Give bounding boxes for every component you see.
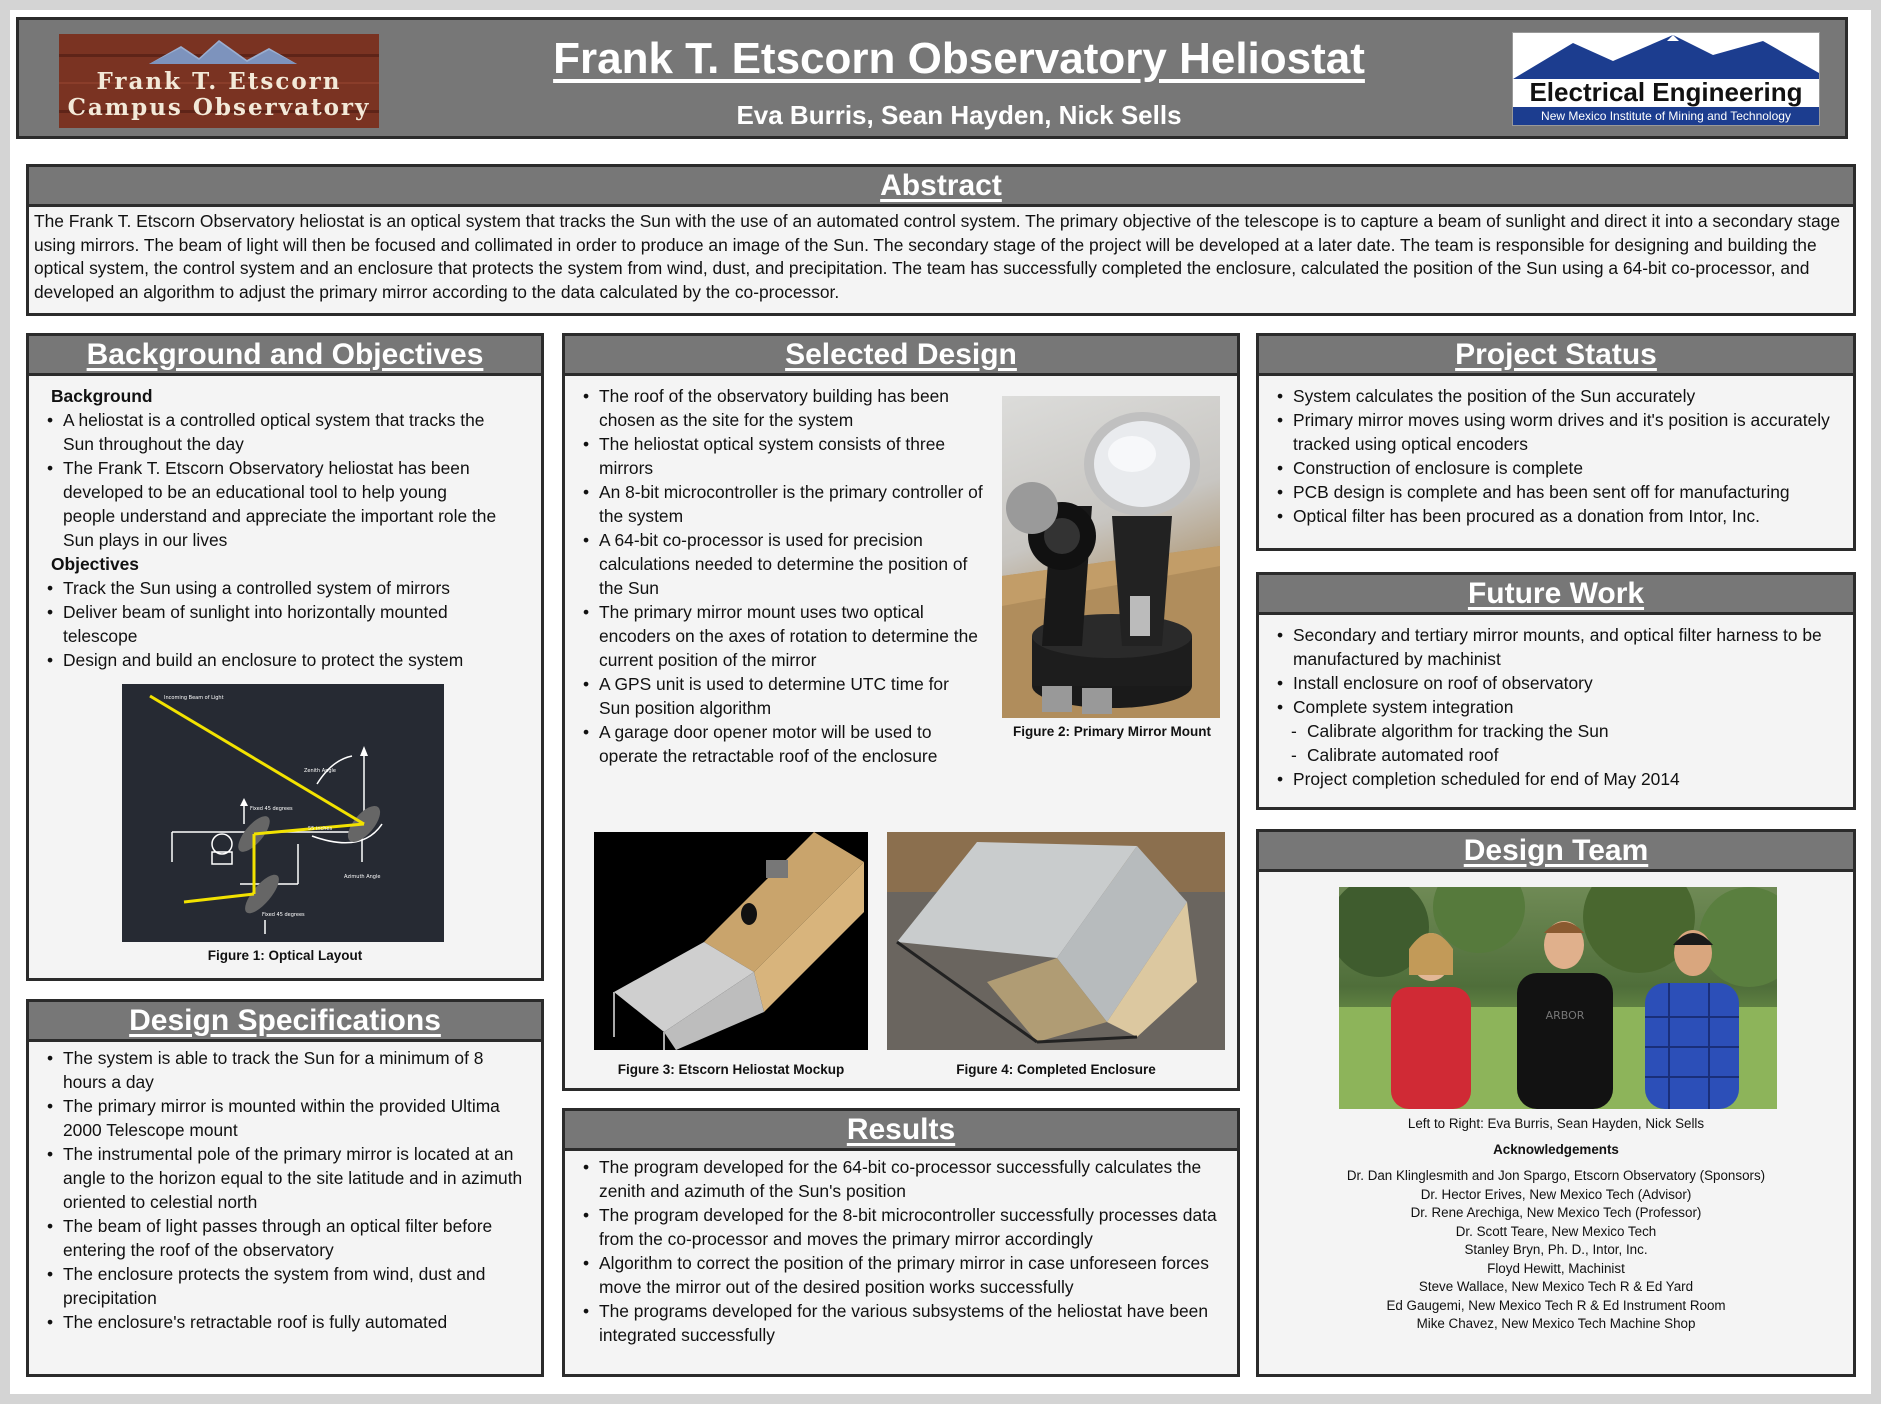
team-photo-caption: Left to Right: Eva Burris, Sean Hayden, Nick Sells <box>1407 1116 1705 1131</box>
list-item: • A heliostat is a controlled optical system that tracks the Sun throughout the day <box>41 408 497 456</box>
specs-panel <box>26 999 544 1377</box>
acknowledgements-heading: Acknowledgements <box>1493 1142 1619 1157</box>
list-item: • Secondary and tertiary mirror mounts, and optical filter harness to be manufactured by machinist <box>1271 623 1841 671</box>
list-item: • Algorithm to correct the position of the primary mirror in case unforeseen forces move the mirror out of the desired position works successfully <box>577 1251 1225 1299</box>
list-subitem: - Calibrate algorithm for tracking the Sun <box>1271 719 1841 743</box>
poster-title: Frank T. Etscorn Observatory Heliostat <box>553 34 1365 83</box>
logo-left-line1: Frank T. Etscorn <box>96 68 342 95</box>
future-work-panel <box>1256 572 1856 810</box>
list-item: • The beam of light passes through an optical filter before entering the roof of the observatory <box>41 1214 529 1262</box>
figure-completed-enclosure <box>887 832 1225 1050</box>
list-item: • The primary mirror mount uses two optical encoders on the axes of rotation to determine the current position of the mirror <box>577 600 983 672</box>
project-status-heading: Project Status <box>1455 337 1657 371</box>
logo-left-line2: Campus Observatory <box>67 94 371 121</box>
selected-design-panel <box>562 333 1240 1091</box>
list-subitem: - Calibrate automated roof <box>1271 743 1841 767</box>
team-photo <box>1339 887 1777 1109</box>
list-item: • The program developed for the 64-bit co-processor successfully calculates the zenith and azimuth of the Sun's position <box>577 1155 1225 1203</box>
fig1-label-azimuth: Azimuth Angle <box>344 874 381 880</box>
figure-4-caption: Figure 4: Completed Enclosure <box>956 1062 1156 1077</box>
electrical-engineering-logo <box>1512 32 1820 126</box>
list-item: • System calculates the position of the Sun accurately <box>1271 384 1841 408</box>
design-team-header <box>1259 832 1853 872</box>
photo-shirt-text: ARBOR <box>1545 1009 1585 1022</box>
list-item: • A GPS unit is used to determine UTC time for Sun position algorithm <box>577 672 983 720</box>
ack-item: Dr. Dan Klinglesmith and Jon Spargo, Etscorn Observatory (Sponsors) <box>1346 1168 1766 1183</box>
ack-item: Steve Wallace, New Mexico Tech R & Ed Yard <box>1418 1279 1694 1294</box>
acknowledgements-list <box>1259 1167 1853 1334</box>
list-item: • Primary mirror moves using worm drives and it's position is accurately tracked using optical encoders <box>1271 408 1841 456</box>
list-item: • Construction of enclosure is complete <box>1271 456 1841 480</box>
ack-item: Ed Gaugemi, New Mexico Tech R & Ed Instrument Room <box>1386 1297 1726 1313</box>
abstract-panel <box>26 164 1856 316</box>
list-item: • Install enclosure on roof of observatory <box>1271 671 1841 695</box>
list-item: • Deliver beam of sunlight into horizontally mounted telescope <box>41 600 497 648</box>
future-work-heading: Future Work <box>1467 576 1645 610</box>
design-team-heading: Design Team <box>1463 833 1649 867</box>
figure-1-caption: Figure 1: Optical Layout <box>207 948 363 963</box>
list-item: • Complete system integration <box>1271 695 1841 719</box>
abstract-text: The Frank T. Etscorn Observatory heliostat is an optical system that tracks the Sun with the use of an automated control system. The primary objective of the telescope is to capture a beam of sunlight and direct it into a secondary stage using mirrors. The beam of light will then be focused and collimated in order to produce an image of the Sun. The secondary stage of the project will be developed at a later date. The team is responsible for designing and building the optical system, the control system and an enclosure that protects the system from wind, dust, and precipitation. The team has successfully completed the enclosure, calculated the position of the Sun using a 64-bit co-processor, and developed an algorithm to adjust the primary mirror according to the data calculated by the co-processor. <box>34 211 1841 302</box>
abstract-header <box>29 167 1853 207</box>
list-item: • Design and build an enclosure to protect the system <box>41 648 497 672</box>
poster-authors: Eva Burris, Sean Hayden, Nick Sells <box>736 100 1182 130</box>
results-header <box>565 1111 1237 1151</box>
ack-item: Dr. Rene Arechiga, New Mexico Tech (Professor) <box>1410 1205 1702 1220</box>
ack-item: Floyd Hewitt, Machinist <box>1487 1260 1625 1276</box>
figure-2-caption: Figure 2: Primary Mirror Mount <box>1012 724 1212 739</box>
list-item: • Optical filter has been procured as a donation from Intor, Inc. <box>1271 504 1841 528</box>
logo-right-main: Electrical Engineering <box>1529 77 1803 107</box>
logo-right-sub: New Mexico Institute of Mining and Technology <box>1513 107 1819 125</box>
list-item: • The enclosure protects the system from wind, dust and precipitation <box>41 1262 529 1310</box>
results-panel <box>562 1108 1240 1377</box>
etscorn-observatory-logo <box>59 34 379 128</box>
ack-item: Stanley Bryn, Ph. D., Intor, Inc. <box>1464 1242 1648 1257</box>
objectives-subheading: Objectives <box>51 554 139 574</box>
poster-header <box>16 17 1848 139</box>
list-item: • The heliostat optical system consists of three mirrors <box>577 432 983 480</box>
abstract-heading: Abstract <box>880 168 1002 202</box>
fig1-label-inches: 55 inches <box>308 826 333 832</box>
figure-heliostat-mockup <box>594 832 868 1050</box>
fig1-label-zenith: Zenith Angle <box>304 768 337 774</box>
fig1-label-beam: Incoming Beam of Light <box>164 695 224 701</box>
list-item: • The instrumental pole of the primary mirror is located at an angle to the horizon equal to the site latitude and in azimuth oriented to celestial north <box>41 1142 529 1214</box>
background-heading: Background and Objectives <box>86 337 484 371</box>
list-item: • A 64-bit co-processor is used for precision calculations needed to determine the position of the Sun <box>577 528 983 600</box>
specs-header <box>29 1002 541 1042</box>
background-panel <box>26 333 544 981</box>
figure-optical-layout <box>122 684 444 942</box>
future-work-header <box>1259 575 1853 615</box>
list-item: • The Frank T. Etscorn Observatory heliostat has been developed to be an educational tool to help young people understand and appreciate the important role the Sun plays in our lives <box>41 456 497 552</box>
list-item: • The system is able to track the Sun for a minimum of 8 hours a day <box>41 1046 529 1094</box>
design-team-panel <box>1256 829 1856 1377</box>
results-heading: Results <box>846 1112 956 1146</box>
specs-heading: Design Specifications <box>129 1003 441 1037</box>
list-item: • A garage door opener motor will be used to operate the retractable roof of the enclosure <box>577 720 983 768</box>
ack-item: Mike Chavez, New Mexico Tech Machine Shop <box>1416 1316 1696 1331</box>
list-item: • The enclosure's retractable roof is fully automated <box>41 1310 529 1334</box>
fig1-label-fixed-45-bottom: Fixed 45 degrees <box>262 912 305 918</box>
selected-design-header <box>565 336 1237 376</box>
list-item: • The roof of the observatory building has been chosen as the site for the system <box>577 384 983 432</box>
selected-design-heading: Selected Design <box>785 337 1017 371</box>
ack-item: Dr. Scott Teare, New Mexico Tech <box>1455 1223 1657 1239</box>
background-subheading: Background <box>51 386 153 406</box>
list-item: • The programs developed for the various subsystems of the heliostat have been integrated successfully <box>577 1299 1225 1347</box>
list-item: • An 8-bit microcontroller is the primary controller of the system <box>577 480 983 528</box>
list-item: • Track the Sun using a controlled system of mirrors <box>41 576 497 600</box>
fig1-label-fixed-45-top: Fixed 45 degrees <box>250 806 293 812</box>
figure-primary-mirror-mount <box>1002 396 1220 718</box>
background-header <box>29 336 541 376</box>
list-item: • PCB design is complete and has been sent off for manufacturing <box>1271 480 1841 504</box>
list-item: • The primary mirror is mounted within the provided Ultima 2000 Telescope mount <box>41 1094 529 1142</box>
list-item: • Project completion scheduled for end of May 2014 <box>1271 767 1841 791</box>
project-status-panel <box>1256 333 1856 551</box>
list-item: • The program developed for the 8-bit microcontroller successfully processes data from the co-processor and moves the primary mirror accordingly <box>577 1203 1225 1251</box>
ack-item: Dr. Hector Erives, New Mexico Tech (Advisor) <box>1420 1186 1692 1202</box>
figure-3-caption: Figure 3: Etscorn Heliostat Mockup <box>617 1062 845 1077</box>
project-status-header <box>1259 336 1853 376</box>
